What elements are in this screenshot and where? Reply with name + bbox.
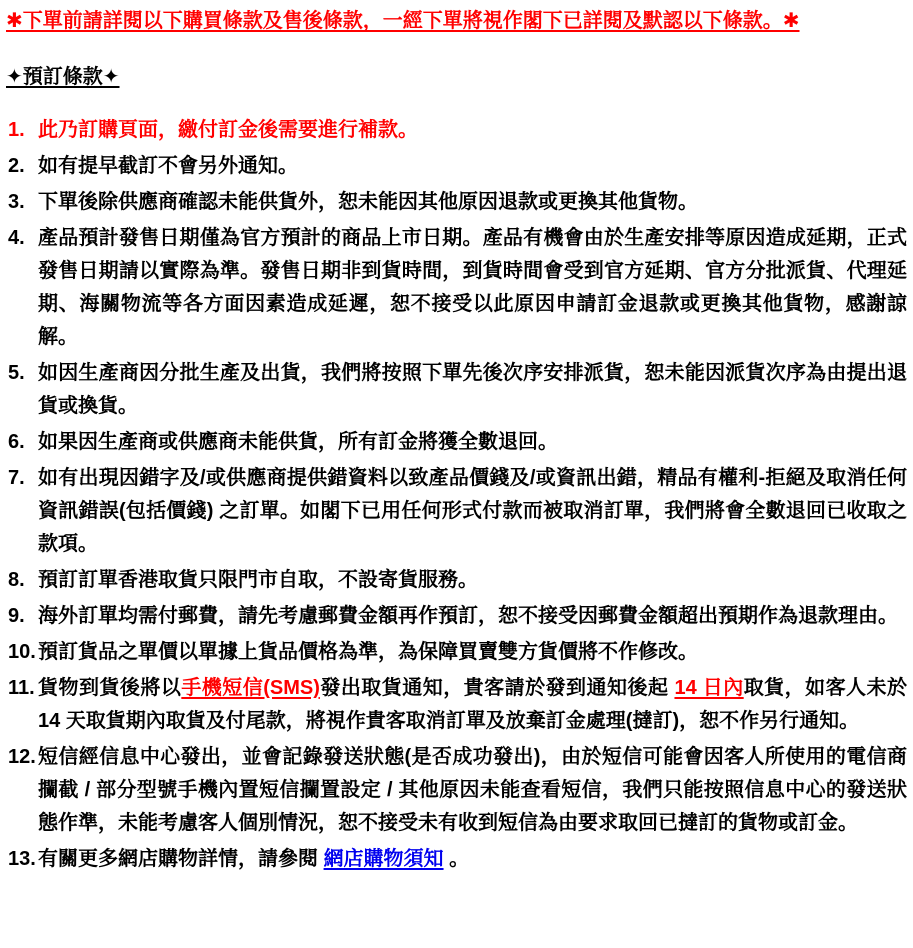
term-number: 5. [8, 362, 25, 384]
term-item-12 [6, 741, 907, 840]
term-text [38, 186, 907, 219]
term-number: 6. [8, 431, 25, 453]
term-text [38, 843, 907, 876]
term-item-1 [6, 114, 907, 147]
term-text-segment: 有關更多網店購物詳情，請參閱 [38, 848, 324, 870]
term-number: 9. [8, 605, 25, 627]
term-text-segment: 海外訂單均需付郵費，請先考慮郵費金額再作預訂，恕不接受因郵費金額超出預期作為退款理由。 [38, 605, 898, 627]
term-text [38, 564, 907, 597]
term-text [38, 636, 907, 669]
term-item-13 [6, 843, 907, 876]
term-text [38, 114, 907, 147]
term-text [38, 672, 907, 738]
term-item-9 [6, 600, 907, 633]
term-number: 7. [8, 467, 25, 489]
term-number: 8. [8, 569, 25, 591]
term-text-segment: 如果因生產商或供應商未能供貨，所有訂金將獲全數退回。 [38, 431, 558, 453]
term-number: 13. [8, 848, 36, 870]
term-number: 10. [8, 641, 36, 663]
term-text-segment: 短信經信息中心發出，並會記錄發送狀態(是否成功發出)，由於短信可能會因客人所使用的電信商攔截 / 部分型號手機內置短信攔置設定 / 其他原因未能查看短信，我們只能按照信息中心的發送狀態作準，未能考慮客人個別情況，恕不接受未有收到短信為由要求取回已撻訂的貨物或訂金。 [38, 746, 907, 834]
term-text-segment: 如因生產商因分批生產及出貨，我們將按照下單先後次序安排派貨，恕未能因派貨次序為由提出退貨或換貨。 [38, 362, 907, 417]
term-item-10 [6, 636, 907, 669]
notice-title: ✱下單前請詳閱以下購買條款及售後條款，一經下單將視作閣下已詳閱及默認以下條款。✱ [6, 10, 800, 32]
term-number: 11. [8, 677, 35, 699]
term-item-4 [6, 222, 907, 354]
term-text-segment: 取貨，如客人未於 14 天取貨期內取貨及付尾款，將視作貴客取消訂單及放棄訂金處理(撻訂)，恕不作另行通知。 [38, 677, 908, 732]
term-text-segment: 預訂貨品之單價以單據上貨品價格為準，為保障買賣雙方貨價將不作修改。 [38, 641, 698, 663]
red-underline-highlight: 手機短信(SMS) [181, 677, 320, 699]
term-number: 12. [8, 746, 36, 768]
term-text [38, 426, 907, 459]
term-number: 1. [8, 119, 25, 141]
term-item-8 [6, 564, 907, 597]
term-item-11 [6, 672, 907, 738]
store-shopping-guide-link[interactable]: 網店購物須知 [323, 848, 444, 870]
term-text-segment: 如有出現因錯字及/或供應商提供錯資料以致產品價錢及/或資訊出錯，精品有權利-拒絕及取消任何資訊錯誤(包括價錢) 之訂單。如閣下已用任何形式付款而被取消訂單，我們將會全數退回已收取之款項。 [38, 467, 907, 555]
term-text-segment: 如有提早截訂不會另外通知。 [38, 155, 298, 177]
term-text [38, 222, 907, 354]
term-text [38, 357, 907, 423]
term-text-segment: 預訂訂單香港取貨只限門市自取，不設寄貨服務。 [38, 569, 478, 591]
term-text-segment: 貨物到貨後將以 [38, 677, 182, 699]
term-text [38, 600, 907, 633]
term-item-6 [6, 426, 907, 459]
term-item-5 [6, 357, 907, 423]
term-item-3 [6, 186, 907, 219]
section-heading-preorder-terms: ✦預訂條款✦ [6, 66, 120, 88]
term-text [38, 150, 907, 183]
term-number: 3. [8, 191, 25, 213]
term-text-segment: 產品預計發售日期僅為官方預計的商品上市日期。產品有機會由於生產安排等原因造成延期，正式發售日期請以實際為準。發售日期非到貨時間，到貨時間會受到官方延期、官方分批派貨、代理延期、海關物流等各方面因素造成延遲，恕不接受以此原因申請訂金退款或更換其他貨物，感謝諒解。 [38, 227, 907, 348]
term-text-segment: 。 [443, 848, 470, 870]
term-text-segment: 發出取貨通知，貴客請於發到通知後起 [319, 677, 675, 699]
term-text-segment: 下單後除供應商確認未能供貨外，恕未能因其他原因退款或更換其他貨物。 [38, 191, 698, 213]
term-number: 4. [8, 227, 25, 249]
term-text [38, 741, 907, 840]
terms-list [6, 114, 907, 876]
term-item-7 [6, 462, 907, 561]
red-underline-highlight: 14 日內 [674, 677, 744, 699]
term-text-segment: 此乃訂購頁面，繳付訂金後需要進行補款。 [38, 119, 418, 141]
term-text [38, 462, 907, 561]
term-item-2 [6, 150, 907, 183]
term-number: 2. [8, 155, 25, 177]
